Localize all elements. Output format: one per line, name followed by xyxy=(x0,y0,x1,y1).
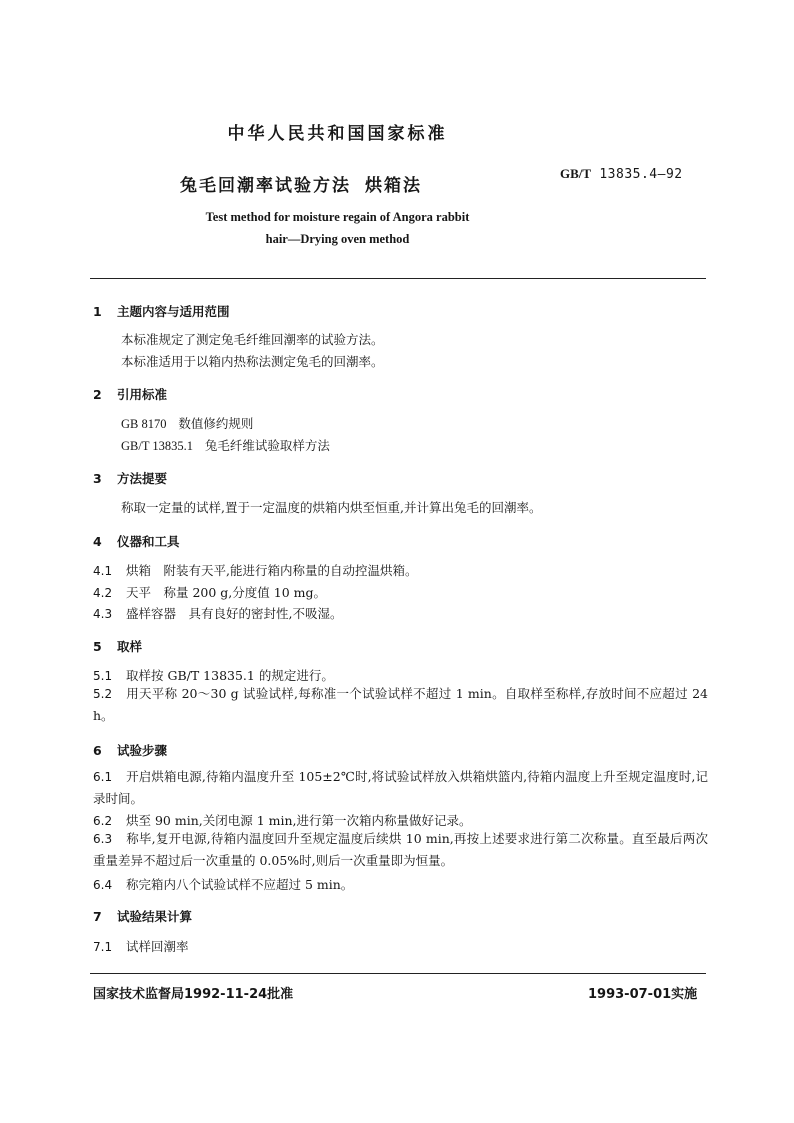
paragraph-scope: 本标准规定了测定兔毛纤维回潮率的试验方法。 xyxy=(121,332,384,347)
reference-name: 兔毛纤维试验取样方法 xyxy=(204,438,330,453)
section-heading-6: 6 试验步骤 xyxy=(93,743,168,758)
header-divider xyxy=(90,278,706,279)
approval-date: 国家技术监督局1992-11-24批准 xyxy=(93,987,294,1002)
section-heading-1: 1 主题内容与适用范围 xyxy=(93,304,230,319)
title-sub: 烘箱法 xyxy=(365,176,422,196)
paragraph-method-summary: 称取一定量的试样,置于一定温度的烘箱内烘至恒重,并计算出兔毛的回潮率。 xyxy=(121,500,542,515)
implementation-date: 1993-07-01实施 xyxy=(588,987,698,1002)
list-item: 4.3 盛样容器 具有良好的密封性,不吸湿。 xyxy=(93,606,343,621)
list-item: 6.1 开启烘箱电源,待箱内温度升至 105±2℃时,将试验试样放入烘箱烘篮内,待箱内温度上升至规定温度时,记录时间。 xyxy=(93,769,708,806)
section-heading-5: 5 取样 xyxy=(93,639,143,654)
list-item: 4.1 烘箱 附装有天平,能进行箱内称量的自动控温烘箱。 xyxy=(93,563,418,578)
section-heading-4: 4 仪器和工具 xyxy=(93,534,180,549)
title-main: 兔毛回潮率试验方法 xyxy=(180,176,351,196)
reference-code: GB/T 13835.1 xyxy=(121,439,193,453)
reference-name: 数值修约规则 xyxy=(178,416,254,431)
reference-code: GB 8170 xyxy=(121,417,167,431)
list-item: 6.3 称毕,复开电源,待箱内温度回升至规定温度后续烘 10 min,再按上述要求进行第二次称量。直至最后两次重量差异不超过后一次重量的 0.05%时,则后一次重量即为恒量。 xyxy=(93,831,708,868)
section-heading-3: 3 方法提要 xyxy=(93,471,168,486)
list-item: 4.2 天平 称量 200 g,分度值 10 mg。 xyxy=(93,585,326,600)
english-title-line2: hair—Drying oven method xyxy=(265,232,410,246)
paragraph-applicability: 本标准适用于以箱内热称法测定兔毛的回潮率。 xyxy=(121,354,384,369)
reference-item xyxy=(121,436,330,454)
footer-divider xyxy=(90,973,706,974)
standard-code-number: 13835.4—92 xyxy=(599,167,683,182)
english-title-line1: Test method for moisture regain of Angora rabbit xyxy=(205,210,470,224)
standard-code xyxy=(560,166,683,182)
section-heading-7: 7 试验结果计算 xyxy=(93,909,193,924)
list-item: 6.2 烘至 90 min,关闭电源 1 min,进行第一次箱内称量做好记录。 xyxy=(93,813,472,828)
list-item: 5.2 用天平称 20～30 g 试验试样,每称准一个试验试样不超过 1 min。自取样至称样,存放时间不应超过 24 h。 xyxy=(93,686,708,723)
section-heading-2: 2 引用标准 xyxy=(93,387,168,402)
national-standard-label: 中华人民共和国国家标准 xyxy=(227,124,448,144)
standard-code-prefix: GB/T xyxy=(560,166,592,181)
list-item: 7.1 试样回潮率 xyxy=(93,939,189,954)
list-item: 5.1 取样按 GB/T 13835.1 的规定进行。 xyxy=(93,668,334,683)
reference-item xyxy=(121,414,253,432)
list-item: 6.4 称完箱内八个试验试样不应超过 5 min。 xyxy=(93,877,354,892)
document-title xyxy=(180,171,422,196)
